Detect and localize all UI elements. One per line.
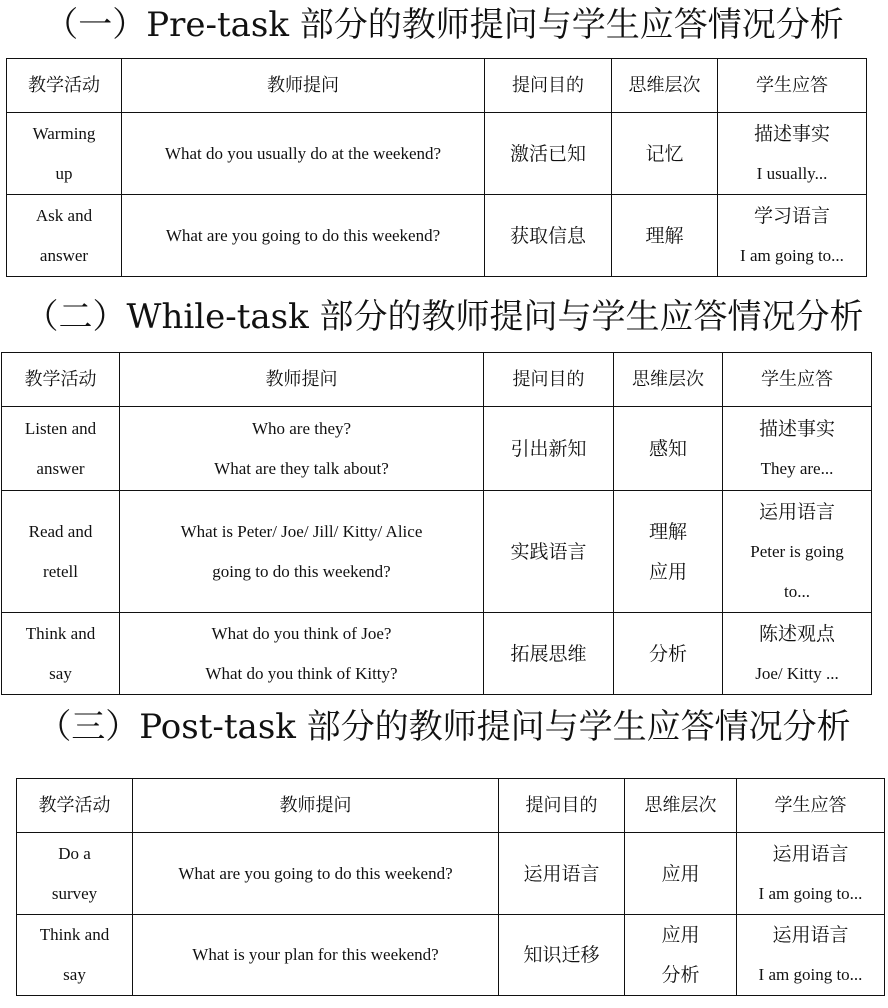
table-row bbox=[17, 915, 885, 996]
answer-category: 学习语言 bbox=[753, 204, 830, 227]
activity-cell-line: say bbox=[49, 663, 72, 683]
header-level: 思维层次 bbox=[614, 353, 723, 407]
answer-example: I am going to... bbox=[758, 883, 863, 903]
answer-category: 运用语言 bbox=[772, 842, 849, 865]
level-cell bbox=[625, 833, 737, 915]
header-row bbox=[7, 59, 867, 113]
answer-cell bbox=[737, 833, 885, 915]
purpose-cell-line: 获取信息 bbox=[509, 224, 586, 247]
table-row bbox=[2, 407, 872, 491]
activity-cell-line: Warming bbox=[32, 123, 96, 143]
header-answer: 学生应答 bbox=[723, 353, 872, 407]
activity-cell-line: Ask and bbox=[35, 205, 93, 225]
answer-example: They are... bbox=[760, 458, 834, 478]
answer-cell bbox=[718, 195, 867, 277]
table-pre-task bbox=[6, 58, 867, 277]
purpose-cell bbox=[484, 407, 614, 491]
question-cell-line: Who are they? bbox=[251, 418, 352, 438]
header-row bbox=[2, 353, 872, 407]
answer-cell bbox=[723, 613, 872, 695]
level-cell-line: 记忆 bbox=[645, 142, 684, 165]
question-cell-line: What are you going to do this weekend? bbox=[178, 863, 453, 883]
header-activity: 教学活动 bbox=[7, 59, 122, 113]
section-title-pre-task: （一）Pre-task 部分的教师提问与学生应答情况分析 bbox=[44, 5, 844, 45]
header-answer: 学生应答 bbox=[737, 779, 885, 833]
level-cell bbox=[614, 407, 723, 491]
level-cell bbox=[625, 915, 737, 996]
level-cell-line: 感知 bbox=[648, 437, 687, 460]
header-level: 思维层次 bbox=[612, 59, 718, 113]
activity-cell bbox=[7, 113, 122, 195]
answer-example: Joe/ Kitty ... bbox=[755, 663, 839, 683]
answer-example: I usually... bbox=[756, 163, 828, 183]
level-cell bbox=[614, 613, 723, 695]
activity-cell-line: answer bbox=[36, 458, 85, 478]
level-cell-line: 理解 bbox=[648, 520, 687, 543]
answer-category: 陈述观点 bbox=[758, 622, 835, 645]
purpose-cell-line: 运用语言 bbox=[523, 862, 600, 885]
table-row bbox=[2, 613, 872, 695]
question-cell bbox=[120, 613, 484, 695]
level-cell-line: 应用 bbox=[661, 924, 700, 946]
header-question: 教师提问 bbox=[133, 779, 499, 833]
level-cell bbox=[612, 195, 718, 277]
activity-cell bbox=[17, 833, 133, 915]
header-answer: 学生应答 bbox=[718, 59, 867, 113]
activity-cell bbox=[17, 915, 133, 996]
question-cell bbox=[133, 833, 499, 915]
purpose-cell-line: 拓展思维 bbox=[510, 642, 587, 665]
activity-cell-line: Think and bbox=[39, 925, 110, 944]
level-cell-line: 应用 bbox=[661, 862, 700, 885]
level-cell-line: 分析 bbox=[648, 642, 687, 665]
level-cell-line: 理解 bbox=[645, 224, 684, 247]
question-cell-line: What do you think of Kitty? bbox=[205, 663, 398, 683]
answer-cell bbox=[723, 491, 872, 613]
header-purpose: 提问目的 bbox=[485, 59, 612, 113]
header-level: 思维层次 bbox=[625, 779, 737, 833]
answer-category: 描述事实 bbox=[753, 122, 830, 145]
activity-cell-line: Listen and bbox=[24, 418, 97, 438]
header-activity: 教学活动 bbox=[17, 779, 133, 833]
question-cell-line: What are you going to do this weekend? bbox=[165, 225, 441, 245]
section-title-while-task: （二）While-task 部分的教师提问与学生应答情况分析 bbox=[24, 297, 864, 337]
activity-cell-line: Do a bbox=[58, 843, 91, 863]
activity-cell-line: up bbox=[55, 163, 73, 183]
header-purpose: 提问目的 bbox=[499, 779, 625, 833]
answer-example: I am going to... bbox=[758, 965, 863, 984]
question-cell bbox=[120, 407, 484, 491]
level-cell-line: 应用 bbox=[648, 560, 687, 583]
question-cell bbox=[133, 915, 499, 996]
table-row bbox=[7, 113, 867, 195]
purpose-cell bbox=[484, 613, 614, 695]
question-cell-line: What do you usually do at the weekend? bbox=[164, 143, 442, 163]
activity-cell-line: Think and bbox=[25, 623, 96, 643]
answer-example: I am going to... bbox=[740, 245, 844, 265]
level-cell bbox=[612, 113, 718, 195]
level-cell bbox=[614, 491, 723, 613]
purpose-cell bbox=[499, 833, 625, 915]
question-cell-line: What is Peter/ Joe/ Jill/ Kitty/ Alice bbox=[180, 521, 423, 541]
table-post-task bbox=[16, 778, 885, 996]
purpose-cell bbox=[485, 195, 612, 277]
answer-cell bbox=[737, 915, 885, 996]
answer-category: 运用语言 bbox=[772, 924, 849, 946]
table-row bbox=[7, 195, 867, 277]
purpose-cell-line: 实践语言 bbox=[510, 540, 587, 563]
purpose-cell bbox=[499, 915, 625, 996]
answer-example: to... bbox=[784, 581, 810, 601]
table-row bbox=[2, 491, 872, 613]
table-row bbox=[17, 833, 885, 915]
activity-cell bbox=[2, 613, 120, 695]
header-question: 教师提问 bbox=[122, 59, 485, 113]
question-cell-line: What are they talk about? bbox=[214, 458, 389, 478]
answer-cell bbox=[723, 407, 872, 491]
header-purpose: 提问目的 bbox=[484, 353, 614, 407]
activity-cell-line: retell bbox=[43, 561, 78, 581]
purpose-cell-line: 激活已知 bbox=[509, 142, 586, 165]
question-cell-line: going to do this weekend? bbox=[212, 561, 391, 581]
section-title-post-task: （三）Post-task 部分的教师提问与学生应答情况分析 bbox=[37, 707, 851, 747]
activity-cell-line: Read and bbox=[28, 521, 93, 541]
activity-cell-line: survey bbox=[51, 883, 98, 903]
purpose-cell-line: 引出新知 bbox=[510, 437, 587, 460]
activity-cell bbox=[2, 491, 120, 613]
purpose-cell bbox=[485, 113, 612, 195]
purpose-cell bbox=[484, 491, 614, 613]
answer-cell bbox=[718, 113, 867, 195]
table-while-task bbox=[1, 352, 872, 695]
question-cell bbox=[122, 195, 485, 277]
activity-cell-line: say bbox=[63, 965, 86, 984]
answer-example: Peter is going bbox=[750, 541, 844, 561]
question-cell bbox=[122, 113, 485, 195]
header-row bbox=[17, 779, 885, 833]
purpose-cell-line: 知识迁移 bbox=[523, 944, 600, 966]
activity-cell bbox=[2, 407, 120, 491]
answer-category: 运用语言 bbox=[758, 500, 835, 523]
header-question: 教师提问 bbox=[120, 353, 484, 407]
question-cell-line: What is your plan for this weekend? bbox=[192, 945, 439, 964]
level-cell-line: 分析 bbox=[661, 964, 700, 986]
activity-cell bbox=[7, 195, 122, 277]
question-cell-line: What do you think of Joe? bbox=[211, 623, 392, 643]
question-cell bbox=[120, 491, 484, 613]
activity-cell-line: answer bbox=[39, 245, 89, 265]
header-activity: 教学活动 bbox=[2, 353, 120, 407]
answer-category: 描述事实 bbox=[758, 417, 835, 440]
